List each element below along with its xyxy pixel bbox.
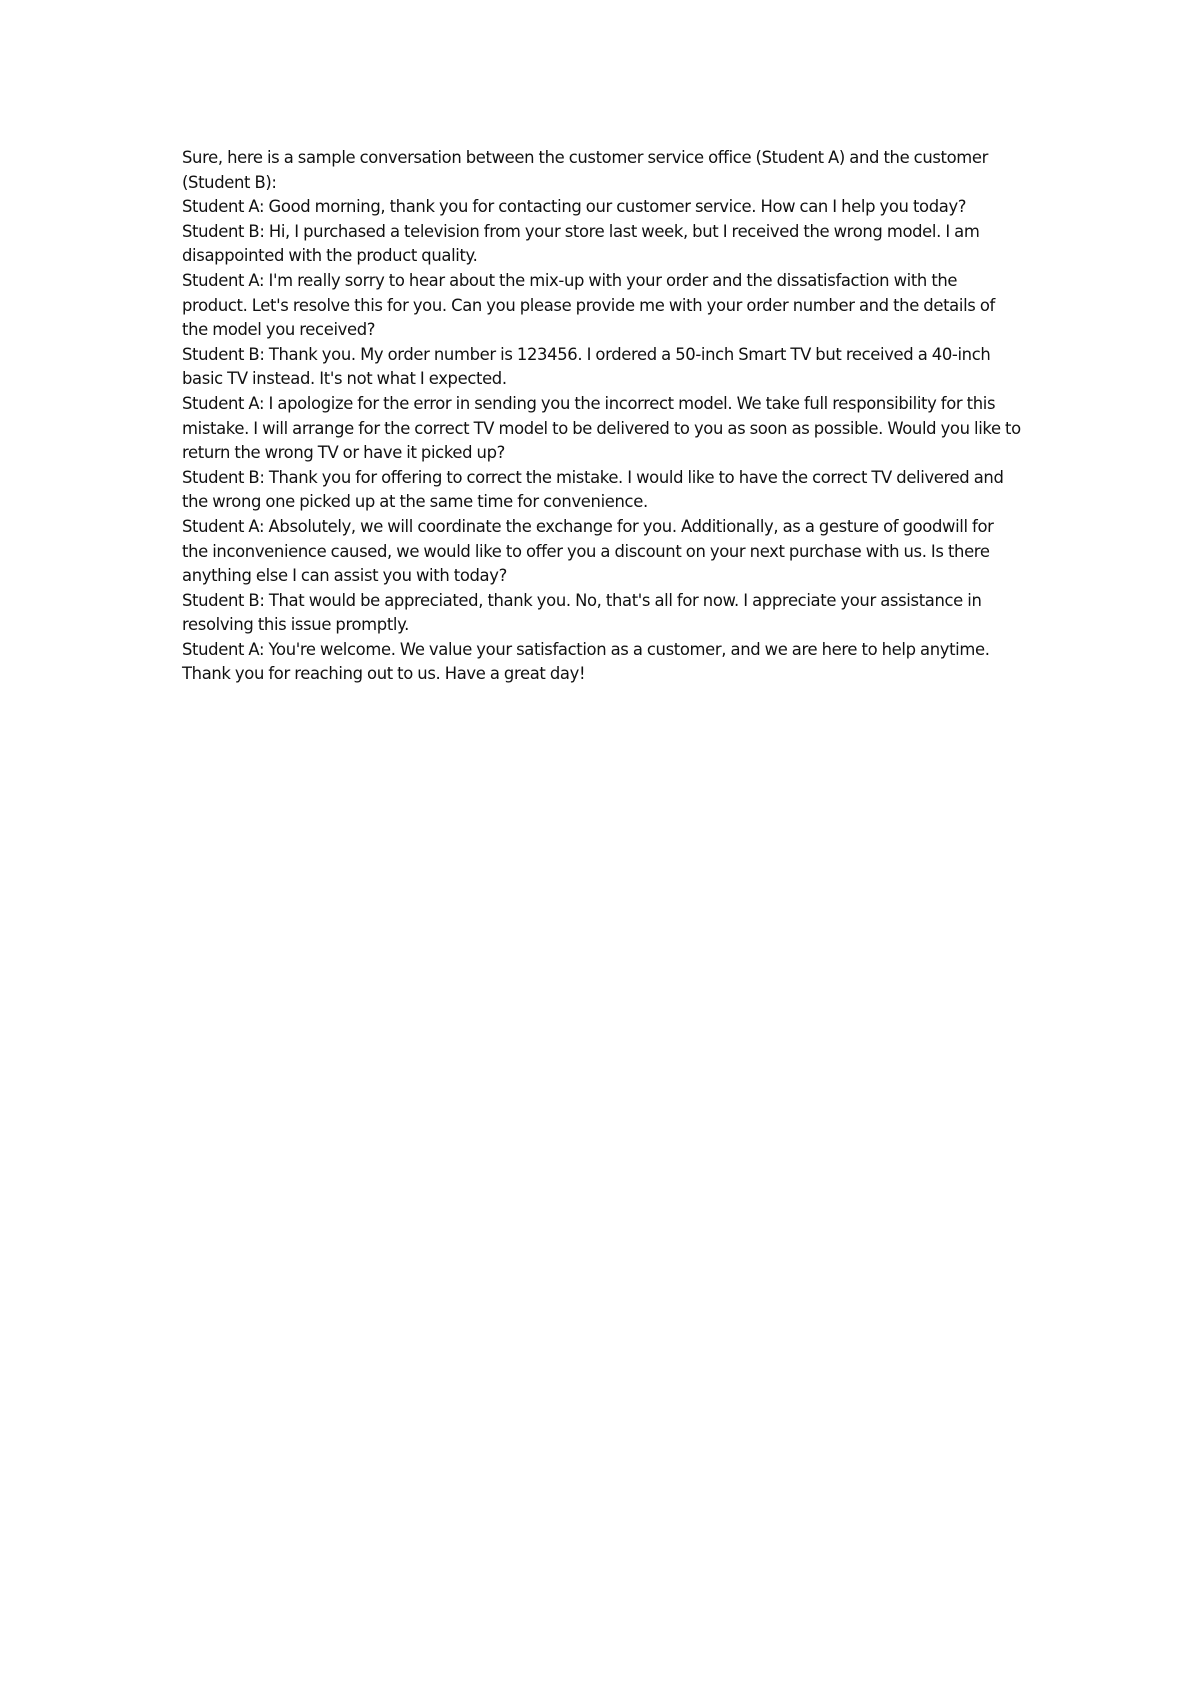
conversation-text [182,146,1022,687]
dialogue-line-student-a: Student A: I'm really sorry to hear about the mix-up with your order and the dissatisfaction with the product. Let's resolve this for you. Can you please provide me with your order number and the details of the model you received? [182,270,995,340]
dialogue-line-student-a: Student A: You're welcome. We value your satisfaction as a customer, and we are here to help anytime. Thank you for reaching out to us. Have a great day! [182,639,990,684]
dialogue-line-student-b: Student B: Thank you for offering to correct the mistake. I would like to have the correct TV delivered and the wrong one picked up at the same time for convenience. [182,467,1004,512]
dialogue-line-student-a: Student A: I apologize for the error in sending you the incorrect model. We take full responsibility for this mistake. I will arrange for the correct TV model to be delivered to you as soon as possible. Would you like to return the wrong TV or have it picked up? [182,393,1021,463]
dialogue-line-student-b: Student B: That would be appreciated, thank you. No, that's all for now. I appreciate your assistance in resolving this issue promptly. [182,590,982,635]
dialogue-line-student-a: Student A: Good morning, thank you for contacting our customer service. How can I help you today? [182,197,967,217]
intro-paragraph: Sure, here is a sample conversation between the customer service office (Student A) and the customer (Student B): [182,148,989,192]
dialogue-line-student-a: Student A: Absolutely, we will coordinate the exchange for you. Additionally, as a gesture of goodwill for the inconvenience caused, we would like to offer you a discount on your next purchase with us. Is there anything else I can assist you with today? [182,516,994,586]
dialogue-line-student-b: Student B: Hi, I purchased a television from your store last week, but I received the wrong model. I am disappointed with the product quality. [182,221,980,266]
dialogue-line-student-b: Student B: Thank you. My order number is 123456. I ordered a 50-inch Smart TV but received a 40-inch basic TV instead. It's not what I expected. [182,344,991,389]
